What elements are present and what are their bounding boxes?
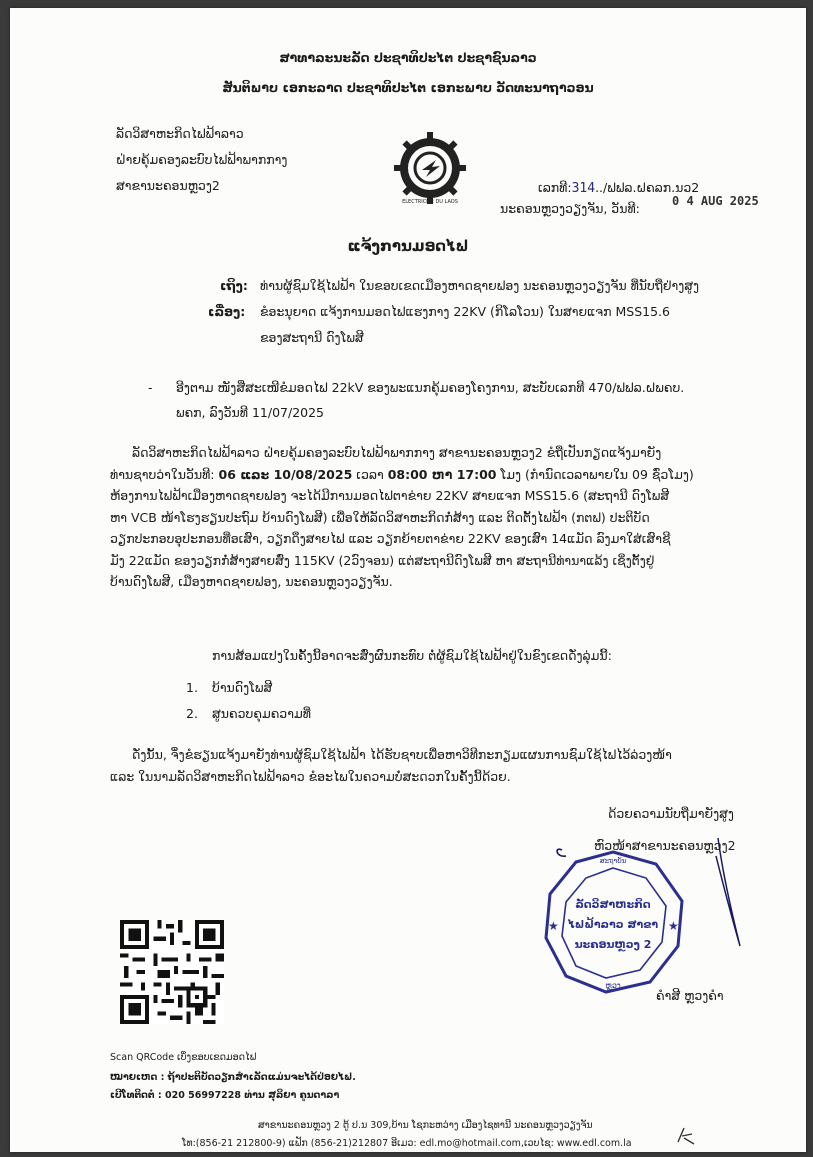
body-paragraph-1 (110, 442, 694, 593)
footer-initial-mark (674, 1124, 696, 1146)
body-p3-line-2: ແລະ ໃນນາມລັດວິສາຫະກິດໄຟຟ້າລາວ ຂໍອະໄພໃນຄວາມບໍ່ສະດວກໃນຄັ້ງນີ້ດ້ວຍ. (110, 768, 511, 784)
reference-bullet-marker: - (148, 380, 153, 395)
body-line-5: ວຽກປະກອບອຸປະກອນທີ່ອເສົາ, ວຽກດຶງສາຍໄຟ ແລະ ວຽກຍ້າຍຕາຂ່າຍ 22KV ຂອງເສົາ 14ແມັດ ລົງມາໃສ່ເສົາຊີ (110, 531, 671, 546)
signatory-position: ຫົວໜ້າສາຂານະຄອນຫຼວງ2 (594, 838, 736, 853)
org-branch: ສາຂານະຄອນຫຼວງ2 (116, 178, 220, 193)
footer-address: ສາຂານະຄອນຫຼວງ 2 ຕູ້ ປ.ນ 309,ບ້ານ ໂຊກະຫວ່າງ ເມືອງໄຊທານີ ນະຄອນຫຼວງວຽງຈັນ (258, 1120, 593, 1131)
footer-contacts: ໂທ:(856-21 212800-9) ແຟັກ (856-21)212807 ອີເມວ: edl.mo@hotmail.com,ເວບໄຊ: www.edl.com.la (182, 1138, 632, 1149)
body-paragraph-2: ການສ້ອມແປງໃນຄັ້ງນີ້ອາດຈະສົ່ງຜົນກະທົບ ຕໍ່ຜູ້ຊົມໃຊ້ໄຟຟ້າຢູ່ໃນຂົງເຂດດັ່ງລຸ່ມນີ້: (212, 648, 612, 663)
org-name: ລັດວິສາຫະກິດໄຟຟ້າລາວ (116, 126, 244, 141)
seal-ring-bottom: ຫຼວງ (605, 981, 621, 990)
seal-line-1: ລັດວິສາຫະກິດ (575, 898, 651, 911)
reference-number-label: ເລກທີ: (538, 180, 572, 195)
body-line-2-text-c: ໂມງ (ກຳນົດເວລາພາຍໃນ 09 ຊົ່ວໂມງ) (496, 466, 694, 482)
republic-line: ສາທາລະນະລັດ ປະຊາທິປະໄຕ ປະຊາຊົນລາວ (279, 50, 537, 65)
handwritten-signature (550, 828, 750, 958)
body-line-2 (110, 464, 694, 486)
reference-number-suffix: ../ຟຟລ.ຝຄລກ.ນວ2 (595, 180, 700, 195)
body-paragraph-3 (110, 744, 672, 787)
reference-bullet-line-2: ພຄກ, ລົງວັນທີ 11/07/2025 (176, 405, 325, 420)
contact-phone: ເບີໂທຕິດຕໍ່ : 020 56997228 ທ່ານ ສຸລິຍາ ຄູນດາລາ (110, 1090, 340, 1101)
subject-line-1: ຂໍອະນຸຍາດ ແຈ້ງການມອດໄຟແຮງກາງ 22KV (ກິໂລໂວນ) ໃນສາຍແຈກ MSS15.6 (260, 304, 670, 319)
motto-line: ສັນຕິພາບ ເອກະລາດ ປະຊາທິປະໄຕ ເອກະພາບ ວັດທະນາຖາວອນ (222, 80, 594, 95)
place-date-label: ນະຄອນຫຼວງວຽງຈັນ, ວັນທີ: (500, 201, 640, 216)
list-item-1-number: 1. (186, 680, 198, 695)
qr-caption: Scan QRCode ເບິ່ງຂອບເຂດມອດໄຟ (110, 1052, 257, 1063)
body-line-7: ບ້ານດົງໂພສີ, ເມືອງຫາດຊາຍຟອງ, ນະຄອນຫຼວງວຽງຈັນ. (110, 574, 393, 589)
subject-label: ເລື່ອງ: (208, 304, 246, 319)
outage-time: 08:00 ຫາ 17:00 (387, 466, 497, 482)
seal-line-3: ນະຄອນຫຼວງ 2 (574, 938, 652, 951)
subject-line-2: ຂອງສະຖານີ ດົງໂພສີ (260, 330, 364, 345)
signatory-name: ຄຳສີ ຫຼວງຄຳ (656, 988, 724, 1003)
seal-star-left-icon: ★ (548, 919, 559, 933)
body-line-4: ຫາ VCB ໜ້າໂຮງຮຽນປະຖົມ ບ້ານດົງໂພສີ) ເພື່ອໃຫ້ລັດວິສາຫະກິດກໍ່ສ້າງ ແລະ ຕິດຕັ້ງໄຟຟ້າ (ກຕຟ) ປະຕິບັດ (110, 509, 650, 525)
body-line-3: ຫ້ອງການໄຟຟ້າເມືອງຫາດຊາຍຟອງ ຈະໄດ້ມີການມອດໄຟຕາຂ່າຍ 22KV ສາຍແຈກ MSS15.6 (ສະຖານີ ດົງໂພສີ (110, 488, 670, 503)
to-label: ເຖິງ: (220, 278, 248, 293)
org-division: ຝ່າຍຄຸ້ມຄອງລະບົບໄຟຟ້າພາກກາງ (116, 152, 288, 167)
list-item-1-text: ບ້ານດົງໂພສີ (212, 680, 273, 695)
closing-regards: ດ້ວຍຄວາມນັບຖືມາຍັງສູງ (608, 806, 734, 821)
date-stamp: 0 4 AUG 2025 (672, 194, 759, 208)
list-item-2-text: ສູນຄວບຄຸມຄວາມທີ່ (212, 706, 311, 721)
body-line-2-text-b: ເວລາ (352, 466, 388, 482)
seal-star-right-icon: ★ (668, 919, 679, 933)
body-line-2-text-a: ທ່ານຊາບວ່າໃນວັນທີ: (110, 466, 219, 482)
notice-title: ແຈ້ງການມອດໄຟ (347, 237, 469, 255)
reference-bullet-line-1: ອີງຕາມ ໜັງສືສະເໜີຂໍມອດໄຟ 22kV ຂອງພະແນກຄຸ້ມຄອງໂຄງການ, ສະບັບເລກທີ 470/ຟຟລ.ຝພຄບ. (176, 380, 685, 395)
list-item-2-number: 2. (186, 706, 198, 721)
body-line-6: ມັງ 22ແມັດ ຂອງວຽກກໍ່ສ້າງສາຍສົ່ງ 115KV (2ວົງຈອນ) ແຕ່ສະຖານີດົງໂພສີ ຫາ ສະຖານີທ່ານາແລ້ງ ເຊິ່ງຕັ້ງຢູ່ (110, 552, 655, 568)
seal-ring-top: ສະຖາບັນ (599, 857, 627, 865)
edl-gear-logo-icon (392, 130, 468, 206)
logo-caption: ELECTRICITE DU LAOS (402, 199, 458, 205)
seal-line-2: ໄຟຟ້າລາວ ສາຂາ (567, 918, 659, 931)
body-p3-line-1: ດັ່ງນັ້ນ, ຈຶ່ງຂໍຮຽນແຈ້ງມາຍັງທ່ານຜູ້ຊົມໃຊ້ໄຟຟ້າ ໄດ້ຮັບຊາບເພື່ອຫາວິທີກະກຽມແຜນການຊົມໃຊ້ໄຟໄວ້ລ່ວງໜ້າ (132, 747, 672, 762)
note-text: ໝາຍເຫດ : ຖ້າປະຕິບັດວຽກສຳເລັດແມ່ນຈະໄດ້ປ່ອຍໄຟ. (110, 1072, 356, 1083)
reference-number-value: 314 (571, 181, 596, 196)
to-text: ທ່ານຜູ້ຊົມໃຊ້ໄຟຟ້າ ໃນຂອບເຂດເມືອງຫາດຊາຍຟອງ ນະຄອນຫຼວງວຽງຈັນ ທີ່ນັບຖືຢ່າງສູງ (260, 278, 700, 293)
body-line-1: ລັດວິສາຫະກິດໄຟຟ້າລາວ ຝ່າຍຄຸ້ມຄອງລະບົບໄຟຟ້າພາກກາງ ສາຂານະຄອນຫຼວງ2 ຂໍຖືເປັນກຽດແຈ້ງມາຍັງ (132, 445, 662, 460)
letter-page (10, 8, 806, 1152)
qr-code[interactable] (120, 920, 224, 1024)
outage-dates: 06 ແລະ 10/08/2025 (218, 466, 353, 482)
